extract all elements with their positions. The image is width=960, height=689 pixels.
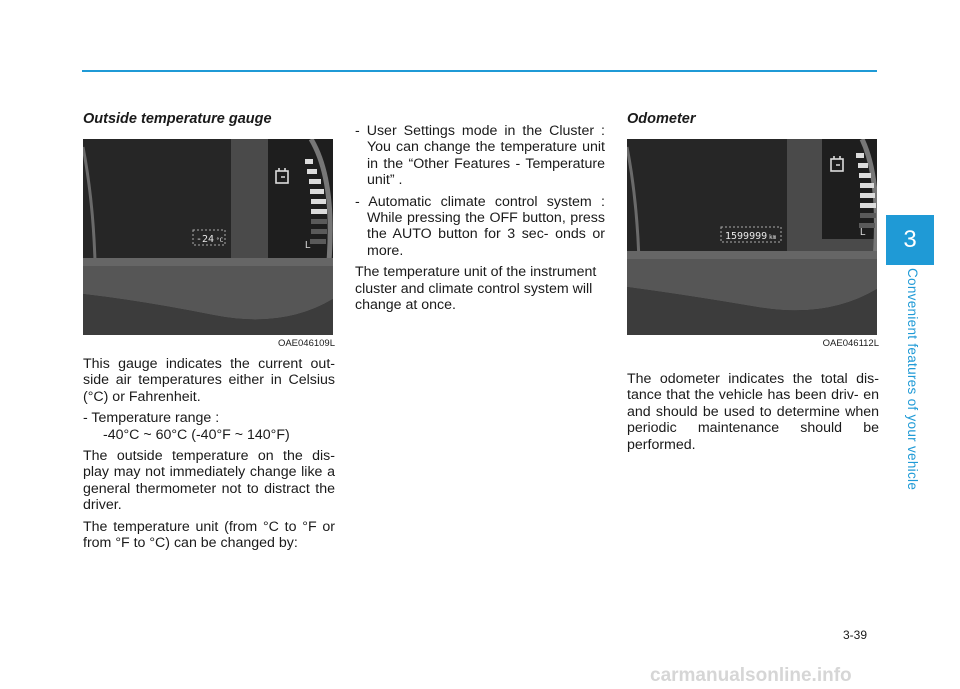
list-item: - Automatic climate control system : While pressing the OFF button, press the AUTO button for 3 sec- onds or more.: [355, 193, 605, 259]
figure-temperature-cluster: [83, 139, 333, 335]
paragraph: The temperature unit of the instrument cluster and climate control system will change at once.: [355, 264, 597, 314]
watermark: carmanualsonline.info: [650, 665, 852, 686]
section-heading-outside-temperature: Outside temperature gauge: [83, 111, 272, 127]
paragraph: The odometer indicates the total dis- tance that the vehicle has been driv- en and should be used to determine when periodic maintenance should be performed.: [627, 371, 879, 453]
temperature-range: [83, 410, 335, 443]
chapter-title: Convenient features of your vehicle: [905, 268, 920, 491]
range-value: -40°C ~ 60°C (-40°F ~ 140°F): [103, 426, 290, 443]
figure-code: OAE046112L: [822, 338, 879, 349]
cluster-illustration: [83, 139, 333, 335]
list-item: - User Settings mode in the Cluster : You can change the temperature unit in the “Other Features - Temperature unit” .: [355, 123, 605, 189]
fuel-low-marker: L: [305, 240, 311, 251]
page-number: 3-39: [843, 628, 868, 642]
range-label: - Temperature range :: [83, 410, 220, 427]
temperature-unit: °C: [216, 237, 224, 244]
chapter-number: 3: [903, 226, 917, 253]
header-rule: [82, 70, 877, 72]
column-temperature-unit: [355, 123, 605, 318]
column-odometer: [627, 108, 879, 458]
odometer-readout: 1599999: [725, 231, 768, 242]
odometer-unit: km: [769, 234, 777, 241]
section-heading-odometer: Odometer: [627, 111, 696, 127]
temperature-readout: -24: [196, 234, 215, 245]
column-outside-temperature: [83, 108, 335, 556]
cluster-illustration: [627, 139, 877, 335]
figure-code: OAE046109L: [277, 338, 335, 349]
paragraph: This gauge indicates the current out- side air temperatures either in Celsius (°C) or Fahrenheit.: [83, 356, 335, 405]
paragraph: The temperature unit (from °C to °F or from °F to °C) can be changed by:: [83, 518, 335, 552]
paragraph: The outside temperature on the dis- play may not immediately change like a general thermometer not to distract the driver.: [83, 448, 335, 514]
chapter-number-tab[interactable]: [886, 215, 934, 265]
figure-odometer-cluster: [627, 139, 877, 335]
fuel-low-marker: L: [860, 227, 866, 238]
